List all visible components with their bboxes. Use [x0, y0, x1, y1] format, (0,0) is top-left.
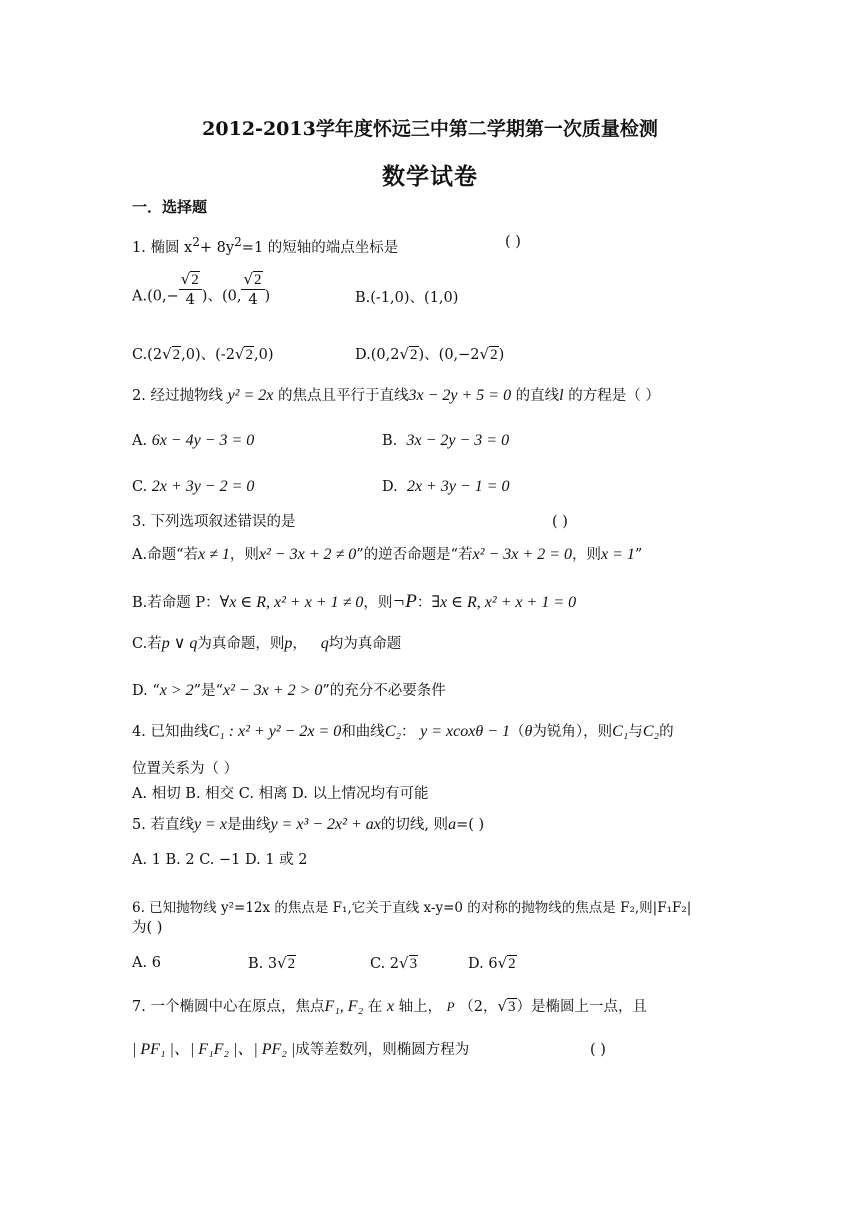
question-3-stem: 3. 下列选项叙述错误的是	[132, 514, 296, 530]
question-3-option-a: A.命题“若x ≠ 1，则x² − 3x + 2 ≠ 0”的逆否命题是“若x² − 3x + 2 = 0，则x = 1”	[132, 546, 643, 563]
question-3-option-b: B.若命题 P：∀x ∈ R, x² + x + 1 ≠ 0，则¬P：∃x ∈ R, x² + x + 1 = 0	[132, 591, 577, 612]
question-2-option-c: C. 2x + 3y − 2 = 0	[132, 478, 255, 495]
question-2-option-a: A. 6x − 4y − 3 = 0	[132, 432, 255, 449]
question-6-option-c: C. 2√3	[370, 954, 418, 972]
question-3-answer-paren: ( )	[552, 514, 568, 530]
question-7-answer-paren: ( )	[590, 1042, 606, 1058]
question-5-options: A. 1 B. 2 C. −1 D. 1 或 2	[132, 852, 308, 868]
question-1-option-b: B.(-1,0)、(1,0)	[355, 290, 459, 306]
question-4-stem: 4. 已知曲线C₁ : x² + y² − 2x = 0和曲线C₂： y = xcoxθ − 1（θ为锐角），则C₁与C₂的	[132, 723, 674, 740]
question-7-stem: 7. 一个椭圆中心在原点，焦点F₁, F₂ 在 x 轴上， P （2，√3）是椭圆上一点，且	[132, 997, 648, 1015]
question-4-options: A. 相切 B. 相交 C. 相离 D. 以上情况均有可能	[132, 786, 429, 802]
fraction: $\frac{√2}{4}$	[241, 272, 264, 307]
fraction: $\frac{√2}{4}$	[179, 272, 202, 307]
question-6-option-a: A. 6	[132, 955, 161, 971]
question-2-option-d: D. 2x + 3y − 1 = 0	[382, 478, 510, 495]
question-2-stem: 2. 经过抛物线 y² = 2x 的焦点且平行于直线3x − 2y + 5 = 0 的直线l 的方程是（ ）	[132, 387, 660, 404]
question-6-stem-line-2: 为( )	[132, 920, 163, 936]
question-4-stem-line-2: 位置关系为（ ）	[132, 761, 239, 777]
question-3-option-c: C.若p ∨ q为真命题，则p， q均为真命题	[132, 635, 402, 652]
exam-title: 2012-2013学年度怀远三中第二学期第一次质量检测	[202, 118, 658, 140]
question-3-option-d: D. “x > 2”是“x² − 3x + 2 > 0”的充分不必要条件	[132, 682, 446, 699]
question-6-stem: 6. 已知抛物线 y²=12x 的焦点是 F₁,它关于直线 x-y=0 的对称的抛物线的焦点是 F₂,则|F₁F₂|	[132, 900, 692, 916]
question-1-option-c: C.(2√2,0)、(-2√2,0)	[132, 345, 274, 363]
question-1-option-d: D.(0,2√2)、(0,−2√2)	[355, 345, 505, 363]
question-5-stem: 5. 若直线y = x是曲线y = x³ − 2x² + ax的切线, 则a=( )	[132, 816, 485, 833]
question-1-option-a: A.(0,− $\frac{√2}{4}$ )、(0, $\frac{√2}{4}$ )	[132, 270, 271, 308]
question-1-answer-paren: ( )	[505, 234, 521, 250]
question-6-option-d: D. 6√2	[468, 954, 516, 972]
question-7-stem-line-2: | PF₁ |、| F₁F₂ |、| PF₂ |成等差数列，则椭圆方程为	[132, 1041, 470, 1058]
section-heading: 一．选择题	[132, 198, 208, 216]
exam-subtitle: 数学试卷	[382, 163, 478, 190]
question-6-option-b: B. 3√2	[248, 954, 296, 972]
question-2-option-b: B. 3x − 2y − 3 = 0	[382, 432, 510, 449]
question-1-stem: 1. 椭圆 $x^2+ 8y^2=1$ 的短轴的端点坐标是	[132, 235, 399, 256]
